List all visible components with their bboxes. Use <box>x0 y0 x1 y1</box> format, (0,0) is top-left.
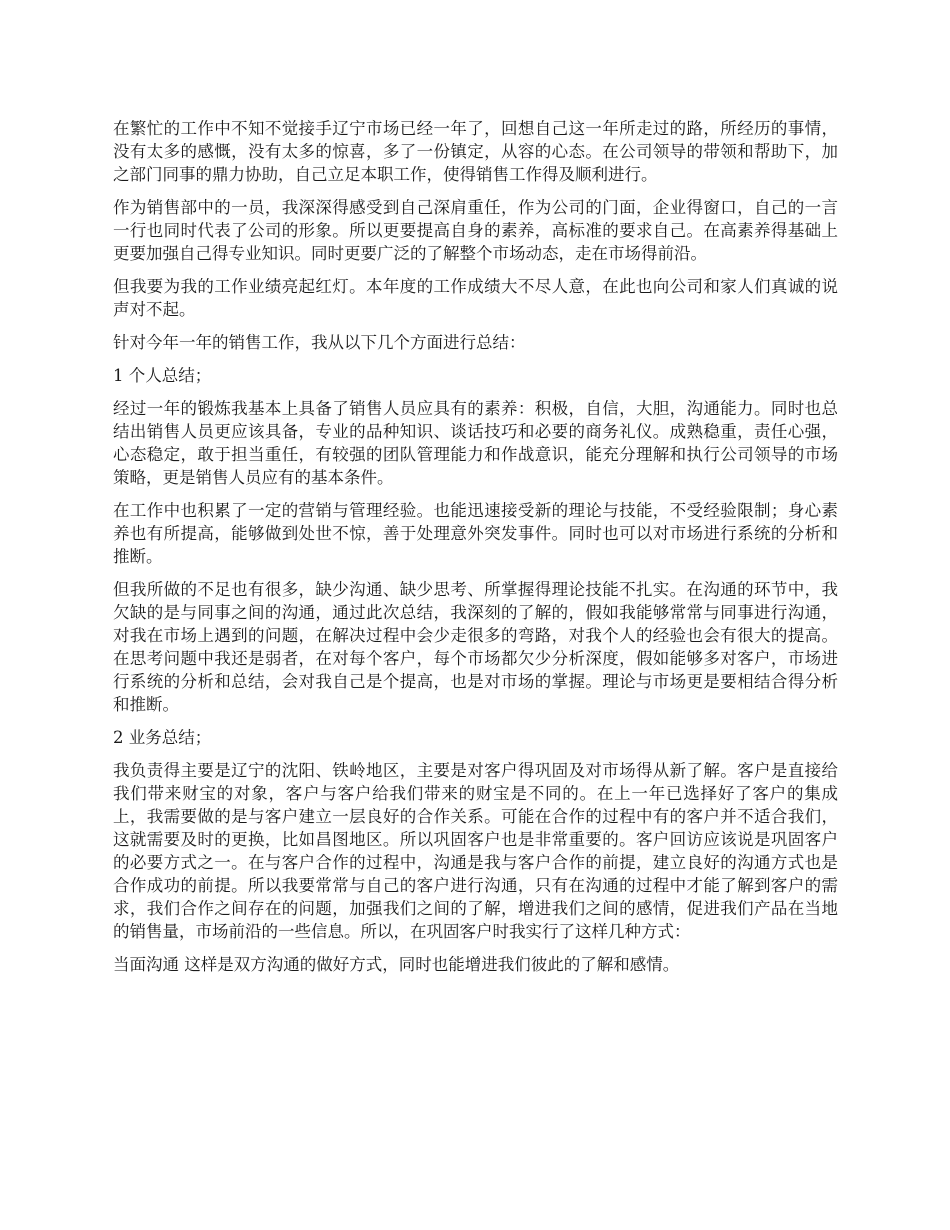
paragraph-role: 作为销售部中的一员，我深深得感受到自己深肩重任，作为公司的门面，企业得窗口，自己的一言一行也同时代表了公司的形象。所以更要提高自身的素养，高标准的要求自己。在高素养得基础上更要加强自己得专业知识。同时更要广泛的了解整个市场动态，走在市场得前沿。 <box>113 198 838 263</box>
section-heading-personal: 1 个人总结； <box>113 366 212 385</box>
paragraph-summary-intro: 针对今年一年的销售工作，我从以下几个方面进行总结： <box>113 333 526 352</box>
paragraph-personal-qualities: 经过一年的锻炼我基本上具备了销售人员应具有的素养：积极，自信，大胆，沟通能力。同时也总结出销售人员更应该具备，专业的品种知识、谈话技巧和必要的商务礼仪。成熟稳重，责任心强，心态稳定，敢于担当重任，有较强的团队管理能力和作战意识，能充分理解和执行公司领导的市场策略，更是销售人员应有的基本条件。 <box>113 399 838 487</box>
paragraph-business: 我负责得主要是辽宁的沈阳、铁岭地区，主要是对客户得巩固及对市场得从新了解。客户是直接给我们带来财宝的对象，客户与客户给我们带来的财宝是不同的。在上一年已选择好了客户的集成上，我需要做的是与客户建立一层良好的合作关系。可能在合作的过程中有的客户并不适合我们，这就需要及时的更换，比如昌图地区。所以巩固客户也是非常重要的。客户回访应该说是巩固客户的必要方式之一。在与客户合作的过程中，沟通是我与客户合作的前提，建立良好的沟通方式也是合作成功的前提。所以我要常常与自己的客户进行沟通，只有在沟通的过程中才能了解到客户的需求，我们合作之间存在的问题，加强我们之间的了解，增进我们之间的感情，促进我们产品在当地的销售量，市场前沿的一些信息。所以，在巩固客户时我实行了这样几种方式： <box>113 761 838 941</box>
paragraph-face-to-face: 当面沟通 这样是双方沟通的做好方式，同时也能增进我们彼此的了解和感情。 <box>113 955 680 974</box>
paragraph-shortcomings: 但我所做的不足也有很多，缺少沟通、缺少思考、所掌握得理论技能不扎实。在沟通的环节中，我欠缺的是与同事之间的沟通，通过此次总结，我深刻的了解的，假如我能够常常与同事进行沟通，对我在市场上遇到的问题，在解决过程中会少走很多的弯路，对我个人的经验也会有很大的提高。在思考问题中我还是弱者，在对每个客户，每个市场都欠少分析深度，假如能够多对客户，市场进行系统的分析和总结，会对我自己是个提高，也是对市场的掌握。理论与市场更是要相结合得分析和推断。 <box>113 580 838 714</box>
paragraph-experience: 在工作中也积累了一定的营销与管理经验。也能迅速接受新的理论与技能，不受经验限制；身心素养也有所提高，能够做到处世不惊，善于处理意外突发事件。同时也可以对市场进行系统的分析和推断。 <box>113 501 838 566</box>
section-heading-business: 2 业务总结； <box>113 728 212 747</box>
paragraph-apology: 但我要为我的工作业绩亮起红灯。本年度的工作成绩大不尽人意，在此也向公司和家人们真诚的说声对不起。 <box>113 277 838 319</box>
paragraph-intro: 在繁忙的工作中不知不觉接手辽宁市场已经一年了，回想自己这一年所走过的路，所经历的事情，没有太多的感慨，没有太多的惊喜，多了一份镇定，从容的心态。在公司领导的带领和帮助下，加之部门同事的鼎力协助，自己立足本职工作，使得销售工作得及顺利进行。 <box>113 119 838 184</box>
